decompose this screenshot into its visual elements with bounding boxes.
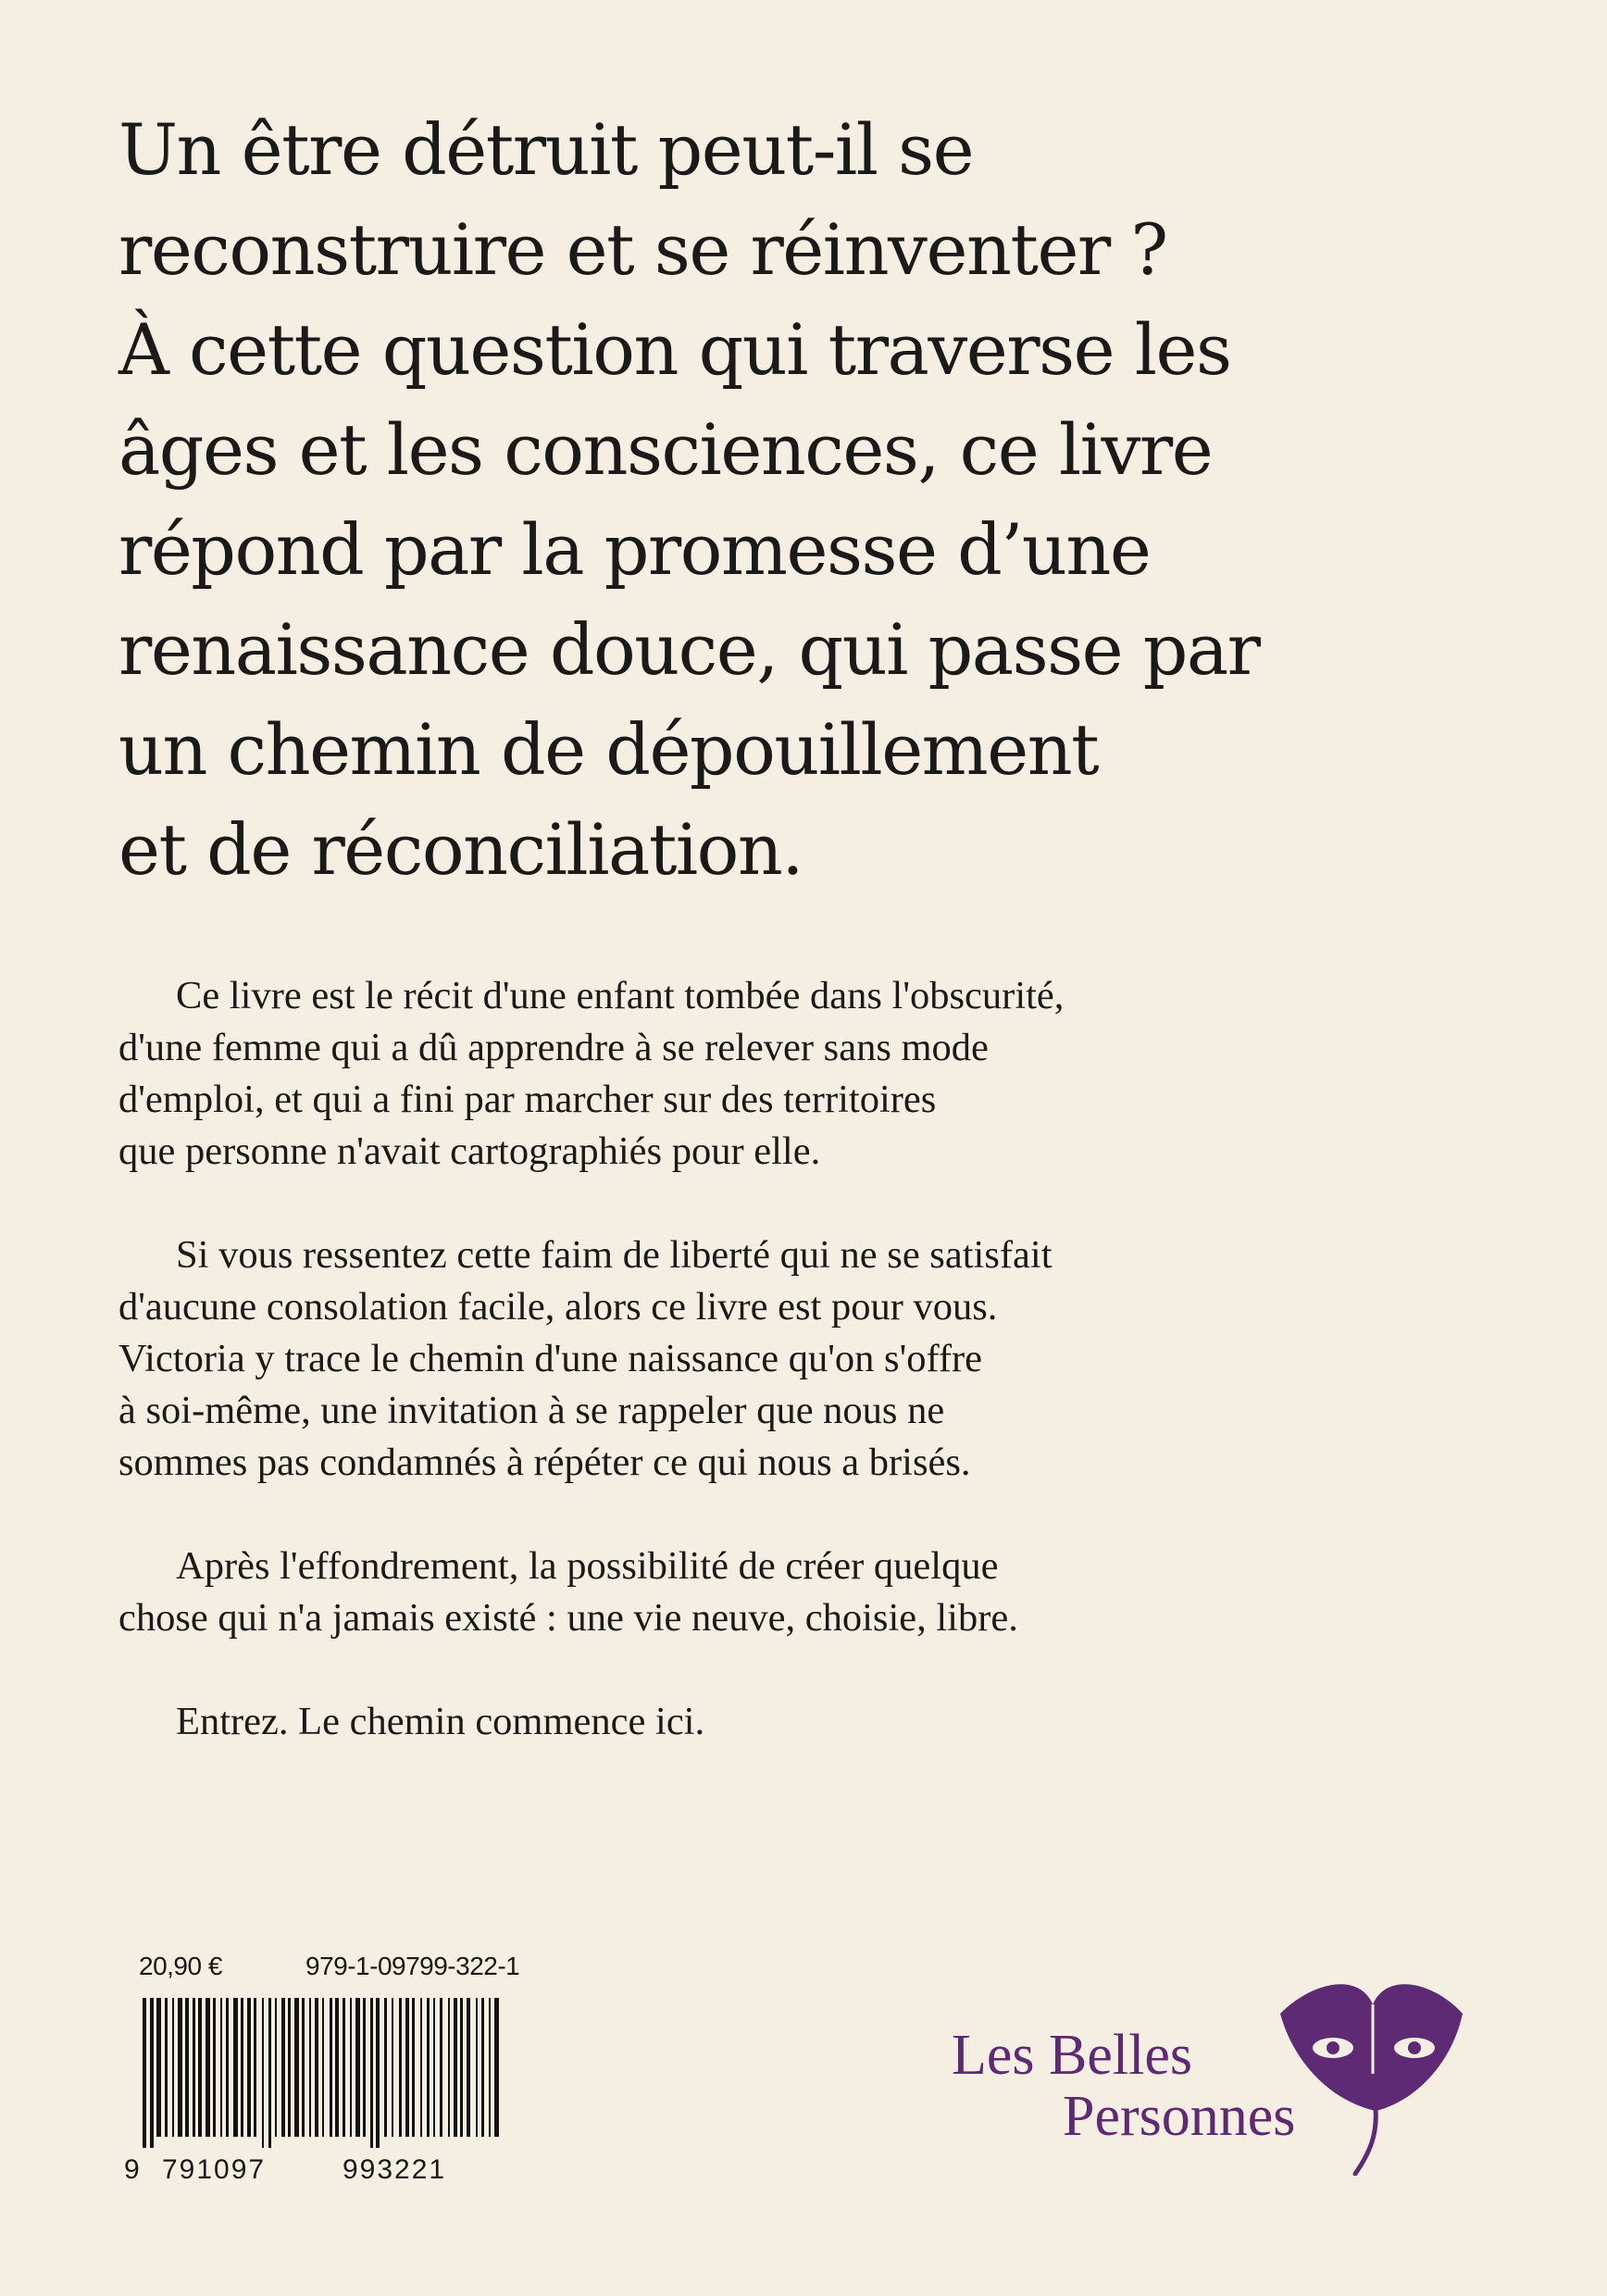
blurb-line: chose qui n'a jamais existé : une vie neuve, choisie, libre. [118,1596,1018,1640]
blurb-line: Entrez. Le chemin commence ici. [176,1700,705,1743]
blurb-line: d'aucune consolation facile, alors ce livre est pour vous. [118,1285,998,1329]
barcode-bars-graphic [139,1998,505,2148]
blurb-paragraph-3 [118,1541,1322,1644]
ginkgo-leaf-eyes-icon [1266,1963,1479,2176]
barcode [139,1998,505,2148]
headline-line: un chemin de dépouillement [118,708,1099,791]
barcode-digit-lead: 9 [124,2154,142,2185]
headline-line: âges et les consciences, ce livre [118,408,1213,491]
blurb-line: sommes pas condamnés à répéter ce qui nous a brisés. [118,1441,971,1484]
blurb-line: que personne n'avait cartographiés pour elle. [118,1129,821,1173]
blurb-line: d'emploi, et qui a fini par marcher sur des territoires [118,1078,937,1121]
blurb-paragraph-4 [118,1696,1322,1748]
headline-line: renaissance douce, qui passe par [118,608,1260,691]
blurb-line: à soi-même, une invitation à se rappeler que nous ne [118,1389,945,1432]
barcode-digits-left: 791097 [162,2154,267,2185]
headline-line: répond par la promesse d’une [118,508,1151,591]
headline-line: reconstruire et se réinventer ? [118,208,1167,291]
barcode-digits-right: 993221 [343,2154,447,2185]
isbn-label: 979-1-09799-322-1 [305,1952,520,1980]
blurb-line: Si vous ressentez cette faim de liberté qui ne se satisfait [176,1233,1053,1277]
blurb-line: Ce livre est le récit d'une enfant tombée dans l'obscurité, [176,974,1065,1017]
blurb-paragraph-1 [118,970,1322,1178]
blurb [118,970,1322,1800]
headline-line: et de réconciliation. [118,808,804,891]
blurb-paragraph-2 [118,1229,1322,1489]
blurb-line: Victoria y trace le chemin d'une naissance qu'on s'offre [118,1337,983,1380]
headline-line: À cette question qui traverse les [118,308,1231,391]
headline [118,100,1489,900]
publisher-name-line2: Personnes [1063,2085,1296,2148]
price-label: 20,90 € [139,1952,222,1980]
blurb-line: Après l'effondrement, la possibilité de créer quelque [176,1544,999,1588]
publisher-name-line1: Les Belles [952,2024,1192,2087]
blurb-line: d'une femme qui a dû apprendre à se relever sans mode [118,1026,989,1069]
headline-line: Un être détruit peut-il se [118,108,974,191]
